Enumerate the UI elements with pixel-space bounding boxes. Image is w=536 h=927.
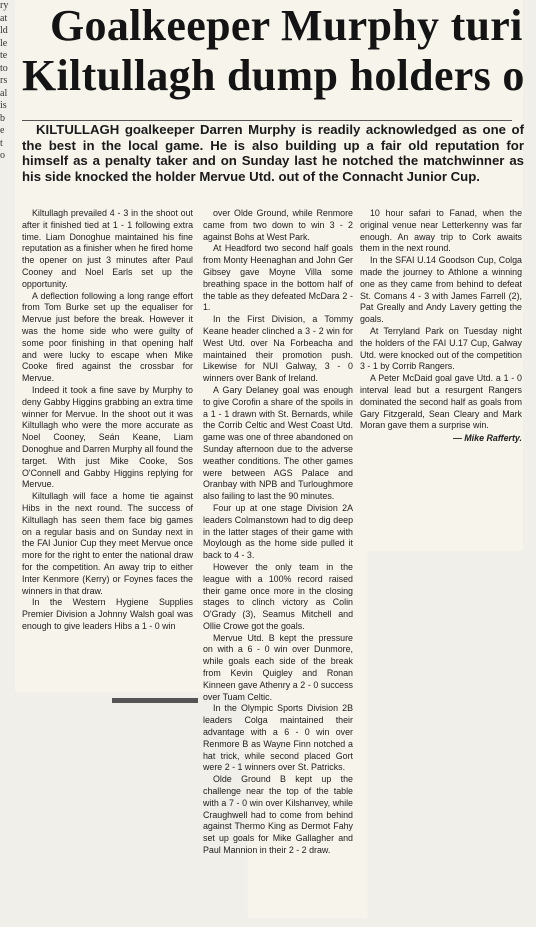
byline: — Mike Rafferty. [452,433,522,444]
headline-line-1: Goalkeeper Murphy turi [50,2,523,50]
paragraph: Kiltullagh will face a home tie against Hibs in the next round. The success of Kiltullagh has seen them face big games on a regular basis and on Sunday next in the FAI Junior Cup they meet Mervue once more for the right to enter the national draw for the competition. An away trip to either Inter Kenmore (Kerry) or Foynes faces the winners in that draw. [22,491,193,596]
paragraph: A Gary Delaney goal was enough to give Corofin a share of the spoils in a 1 - 1 drawn with St. Bernards, while the Corrib Celtic and West Coast Utd. game was one of three abandoned on Sunday afternoon due to the adverse weather conditions. The other games were between AGS Palace and Oranbay with NPB and Turloughmore also failing to last the 90 minutes. [203,384,353,502]
intro-paragraph [22,122,524,184]
intro-lead: KILTULLAGH [36,122,120,137]
paragraph: In the First Division, a Tommy Keane header clinched a 3 - 2 win for West Utd. over Na Forbeacha and maintained their promotion push. Likewise for NUI Galway, 3 - 0 winners over Bank of Ireland. [203,314,353,384]
headline-line-2: Kiltullagh dump holders o [22,51,525,100]
adjacent-article-rule [112,698,198,703]
paragraph: At Terryland Park on Tuesday night the holders of the FAI U.17 Cup, Galway Utd. were knocked out of the competition 3 - 1 by Corrib Rangers. [360,325,522,372]
article-column-1 [22,208,193,633]
adjacent-column-fragment: ry at ld le te to rs al is b e t o [0,0,9,161]
paragraph: Mervue Utd. B kept the pressure on with a 6 - 0 win over Dunmore, while goals each side of the break from Kevin Quigley and Ronan Kinneen gave Athenry a 2 - 0 success over Tuam Celtic. [203,632,353,702]
paragraph: In the Olympic Sports Division 2B leaders Colga maintained their advantage with a 6 - 0 win over Renmore B as Wayne Finn notched a hat trick, while second placed Gort were 2 - 1 winners over St. Patricks. [203,703,353,773]
paragraph: In the Western Hygiene Supplies Premier Division a Johnny Walsh goal was enough to give leaders Hibs a 1 - 0 win [22,597,193,631]
paragraph: At Headford two second half goals from Monty Heenaghan and John Ger Gibsey gave Moyne Villa some breathing space in the bottom half of the table as they defeated McDara 2 - 1. [203,243,353,313]
headline-rule [22,120,512,121]
paragraph: A deflection following a long range effort from Tom Burke set up the equaliser for Mervue just before the break. However it was the home side who were guilty of some poor finishing in that opening half and were lucky to escape when Mike Cooke fired against the crossbar for Mervue. [22,290,193,384]
headline [22,2,536,122]
paragraph: Indeed it took a fine save by Murphy to deny Gabby Higgins grabbing an extra time winner for Mervue. In the shoot out it was Kiltullagh who were the more accurate as Noel Cooney, Seán Keane, Liam Donoghue and Darren Murphy all found the target. With just Mike Cooke, Sos O'Connell and Gabby Higgins replying for Mervue. [22,384,193,490]
paragraph: Kiltullagh prevailed 4 - 3 in the shoot out after it finished tied at 1 - 1 following extra time. Liam Donoghue maintained his fine reputation as a finisher when he fired home the opener on just 3 minutes after Paul Cooney and Noel Earls set up the opportunity. [22,208,193,289]
article-column-3 [360,208,522,445]
paragraph: over Olde Ground, while Renmore came from two down to win 3 - 2 against Bohs at West Park. [203,208,353,242]
intro-text: goalkeeper Darren Murphy is readily acknowledged as one of the best in the local game. He is also building up a fair old reputation for himself as a penalty taker and on Sunday last he notched the matchwinner as his side knocked the holder Mervue Utd. out of the Connacht Junior Cup. [22,122,524,184]
paragraph: A Peter McDaid goal gave Utd. a 1 - 0 interval lead but a resurgent Rangers dominated the second half as goals from Gary Fitzgerald, Sean Cleary and Mark Moran gave them a surprise win. [360,373,522,431]
paragraph: Olde Ground B kept up the challenge near the top of the table with a 7 - 0 win over Kilshanvey, while Craughwell had to come from behind against Thermo King as Dermot Fahy set up goals for Mike Gallagher and Paul Mannion in their 2 - 2 draw. [203,774,353,856]
paragraph: However the only team in the league with a 100% record raised their game once more in the closing stages to clinch victory as Colin O'Grady (3), Seamus Mitchell and Ollie Crowe got the goals. [203,561,353,631]
paragraph: 10 hour safari to Fanad, when the original venue near Letterkenny was far enough. An away trip to Cork awaits them in the next round. [360,208,522,254]
paragraph: Four up at one stage Division 2A leaders Colmanstown had to dig deep in the latter stages of their game with Moylough as the home side pulled it back to 4 - 3. [203,502,353,561]
article-column-2 [203,208,353,857]
paragraph: In the SFAI U.14 Goodson Cup, Colga made the journey to Athlone a winning one as they came from behind to defeat St. Comans 4 - 3 with James Farrell (2), Pat Greally and Andy Lavery getting the goals. [360,255,522,325]
